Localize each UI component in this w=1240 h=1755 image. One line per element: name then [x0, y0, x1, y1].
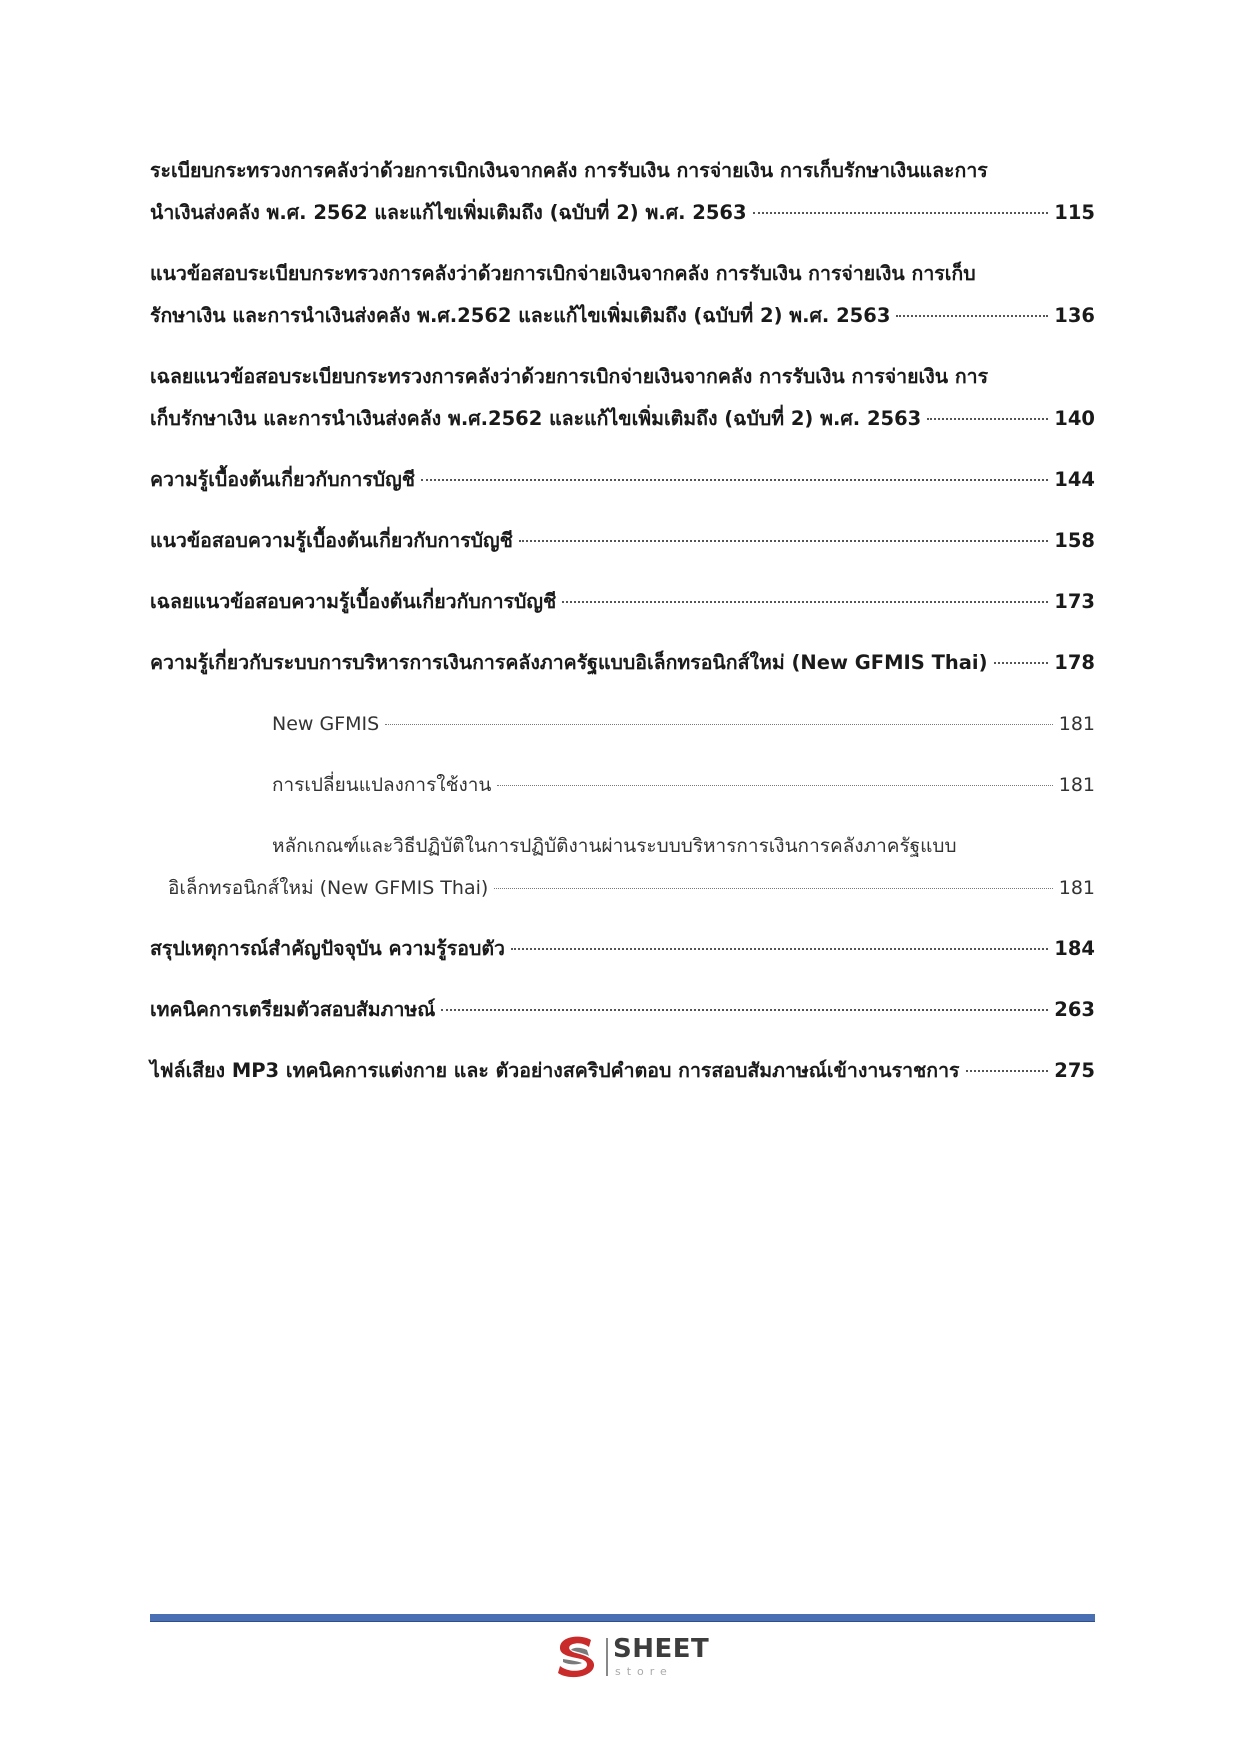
sheetstore-logo: [551, 1632, 721, 1682]
toc-entry-line: [150, 867, 1095, 909]
toc-entry-line: [150, 764, 1095, 806]
sheetstore-s-icon: [551, 1632, 601, 1682]
toc-entry-title: สรุปเหตุการณ์สำคัญปัจจุบัน ความรู้รอบตัว: [150, 937, 505, 960]
dot-leader: [421, 478, 1048, 481]
toc-entry-title: นำเงินส่งคลัง พ.ศ. 2562 และแก้ไขเพิ่มเติมถึง (ฉบับที่ 2) พ.ศ. 2563: [150, 201, 747, 224]
toc-entry-title: เทคนิคการเตรียมตัวสอบสัมภาษณ์: [150, 998, 436, 1021]
toc-entry-title: แนวข้อสอบความรู้เบื้องต้นเกี่ยวกับการบัญชี: [150, 529, 513, 552]
toc-entry-line: [150, 642, 1095, 684]
toc-entry[interactable]: [150, 581, 1095, 623]
toc-entry-line: [150, 520, 1095, 562]
toc-entry-line: [150, 253, 1095, 295]
toc-entry-line: [150, 398, 1095, 440]
toc-entry-title: หลักเกณฑ์และวิธีปฏิบัติในการปฏิบัติงานผ่านระบบบริหารการเงินการคลังภาครัฐแบบ: [272, 835, 957, 857]
toc-entry-title: ความรู้เบื้องต้นเกี่ยวกับการบัญชี: [150, 468, 416, 491]
toc-entry[interactable]: [150, 356, 1095, 440]
logo-wordmark: SHEET: [613, 1634, 710, 1664]
toc-page-number: 173: [1054, 590, 1095, 613]
dot-leader: [562, 600, 1048, 603]
toc-page-number: 158: [1054, 529, 1095, 552]
toc-entry-title: New GFMIS: [272, 713, 380, 735]
toc-entry-line: [150, 1050, 1095, 1092]
toc-entry-line: [150, 459, 1095, 501]
footer-divider: [150, 1614, 1095, 1622]
toc-entry-title: การเปลี่ยนแปลงการใช้งาน: [272, 774, 492, 796]
toc-entry-title: รักษาเงิน และการนำเงินส่งคลัง พ.ศ.2562 และแก้ไขเพิ่มเติมถึง (ฉบับที่ 2) พ.ศ. 2563: [150, 304, 891, 327]
toc-entry-title: เฉลยแนวข้อสอบความรู้เบื้องต้นเกี่ยวกับการบัญชี: [150, 590, 557, 613]
toc-page-number: 136: [1054, 304, 1095, 327]
toc-subentry[interactable]: [150, 825, 1095, 909]
toc-entry-line: [150, 356, 1095, 398]
dot-leader: [519, 539, 1048, 542]
toc-entry-line: [150, 150, 1095, 192]
toc-entry-title: เก็บรักษาเงิน และการนำเงินส่งคลัง พ.ศ.2562 และแก้ไขเพิ่มเติมถึง (ฉบับที่ 2) พ.ศ. 2563: [150, 407, 922, 430]
toc-entry-title: ความรู้เกี่ยวกับระบบการบริหารการเงินการคลังภาครัฐแบบอิเล็กทรอนิกส์ใหม่ (New GFMIS Thai): [150, 651, 988, 674]
toc-page-number: 181: [1058, 774, 1095, 796]
dot-leader: [927, 417, 1048, 420]
dot-leader: [511, 947, 1048, 950]
toc-entry-line: [150, 703, 1095, 745]
toc-entry[interactable]: [150, 520, 1095, 562]
dot-leader: [966, 1069, 1049, 1072]
toc-entry-title: แนวข้อสอบระเบียบกระทรวงการคลังว่าด้วยการเบิกจ่ายเงินจากคลัง การรับเงิน การจ่ายเงิน การเก็บ: [150, 262, 976, 285]
logo-separator: [606, 1638, 608, 1676]
toc-entry[interactable]: [150, 150, 1095, 234]
toc-page-number: 115: [1054, 201, 1095, 224]
dot-leader: [994, 661, 1049, 664]
table-of-contents: [150, 150, 1095, 1092]
toc-entry-line: [150, 295, 1095, 337]
toc-entry[interactable]: [150, 1050, 1095, 1092]
dot-leader: [753, 211, 1049, 214]
toc-entry-title: เฉลยแนวข้อสอบระเบียบกระทรวงการคลังว่าด้วยการเบิกจ่ายเงินจากคลัง การรับเงิน การจ่ายเงิน การ: [150, 365, 989, 388]
toc-entry-title: อิเล็กทรอนิกส์ใหม่ (New GFMIS Thai): [168, 877, 489, 899]
logo-subtext: store: [615, 1665, 673, 1678]
toc-entry[interactable]: [150, 989, 1095, 1031]
toc-entry-line: [150, 581, 1095, 623]
toc-entry-title: ไฟล์เสียง MP3 เทคนิคการแต่งกาย และ ตัวอย่างสคริปคำตอบ การสอบสัมภาษณ์เข้างานราชการ: [150, 1059, 960, 1082]
dot-leader: [385, 723, 1053, 725]
toc-page-number: 140: [1054, 407, 1095, 430]
dot-leader: [497, 784, 1052, 786]
toc-page-number: 275: [1054, 1059, 1095, 1082]
toc-subentry[interactable]: [150, 764, 1095, 806]
toc-subentry[interactable]: [150, 703, 1095, 745]
toc-entry-line: [150, 989, 1095, 1031]
dot-leader: [494, 887, 1052, 889]
toc-entry[interactable]: [150, 928, 1095, 970]
toc-page-number: 178: [1054, 651, 1095, 674]
toc-page-number: 184: [1054, 937, 1095, 960]
toc-entry-line: [150, 192, 1095, 234]
toc-entry-title: ระเบียบกระทรวงการคลังว่าด้วยการเบิกเงินจากคลัง การรับเงิน การจ่ายเงิน การเก็บรักษาเงินและการ: [150, 159, 988, 182]
toc-entry[interactable]: [150, 459, 1095, 501]
dot-leader: [896, 314, 1048, 317]
dot-leader: [441, 1008, 1048, 1011]
toc-entry-line: [150, 825, 1095, 867]
toc-entry-line: [150, 928, 1095, 970]
toc-page-number: 263: [1054, 998, 1095, 1021]
toc-page-number: 144: [1054, 468, 1095, 491]
toc-page-number: 181: [1058, 713, 1095, 735]
toc-entry[interactable]: [150, 642, 1095, 684]
toc-page-number: 181: [1058, 877, 1095, 899]
toc-entry[interactable]: [150, 253, 1095, 337]
